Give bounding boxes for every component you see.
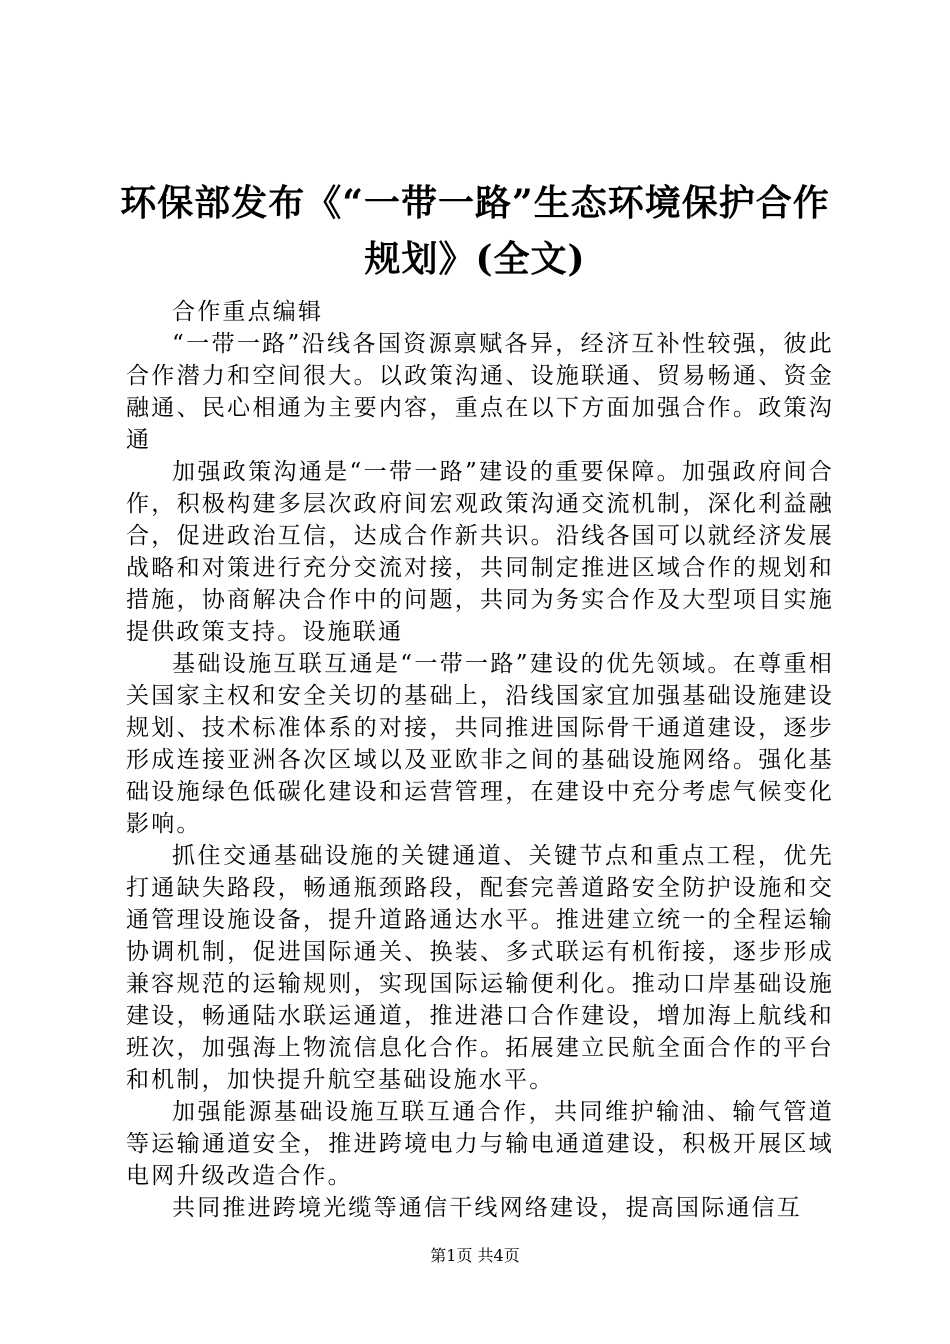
body-paragraph: “一带一路”沿线各国资源禀赋各异，经济互补性较强，彼此合作潜力和空间很大。以政策沟通、设施联通、贸易畅通、资金融通、民心相通为主要内容，重点在以下方面加强合作。政策沟通 xyxy=(126,331,834,453)
title-line-1: 环保部发布《“一带一路”生态环境保护合作 xyxy=(120,182,830,224)
body-paragraph: 抓住交通基础设施的关键通道、关键节点和重点工程，优先打通缺失路段，畅通瓶颈路段，配套完善道路安全防护设施和交通管理设施设备，提升道路通达水平。推进建立统一的全程运输协调机制，促进国际通关、换装、多式联运有机衔接，逐步形成兼容规范的运输规则，实现国际运输便利化。推动口岸基础设施建设，畅通陆水联运通道，推进港口合作建设，增加海上航线和班次，加强海上物流信息化合作。拓展建立民航全面合作的平台和机制，加快提升航空基础设施水平。 xyxy=(126,843,834,1093)
body-paragraph: 加强能源基础设施互联互通合作，共同维护输油、输气管道等运输通道安全，推进跨境电力与输电通道建设，积极开展区域电网升级改造合作。 xyxy=(126,1099,834,1189)
body-paragraph: 加强政策沟通是“一带一路”建设的重要保障。加强政府间合作，积极构建多层次政府间宏观政策沟通交流机制，深化利益融合，促进政治互信，达成合作新共识。沿线各国可以就经济发展战略和对策进行充分交流对接，共同制定推进区域合作的规划和措施，协商解决合作中的问题，共同为务实合作及大型项目实施提供政策支持。设施联通 xyxy=(126,459,834,645)
title-line-2: 规划》(全文) xyxy=(364,238,586,280)
body-paragraph: 基础设施互联互通是“一带一路”建设的优先领域。在尊重相关国家主权和安全关切的基础上，沿线国家宜加强基础设施建设规划、技术标准体系的对接，共同推进国际骨干通道建设，逐步形成连接亚洲各次区域以及亚欧非之间的基础设施网络。强化基础设施绿色低碳化建设和运营管理，在建设中充分考虑气候变化影响。 xyxy=(126,651,834,837)
body-paragraph: 共同推进跨境光缆等通信干线网络建设，提高国际通信互 xyxy=(172,1195,802,1221)
section-heading: 合作重点编辑 xyxy=(172,299,324,325)
document-body xyxy=(126,296,834,1224)
page-footer: 第1页 共4页 xyxy=(430,1246,520,1265)
document-title xyxy=(100,175,850,287)
